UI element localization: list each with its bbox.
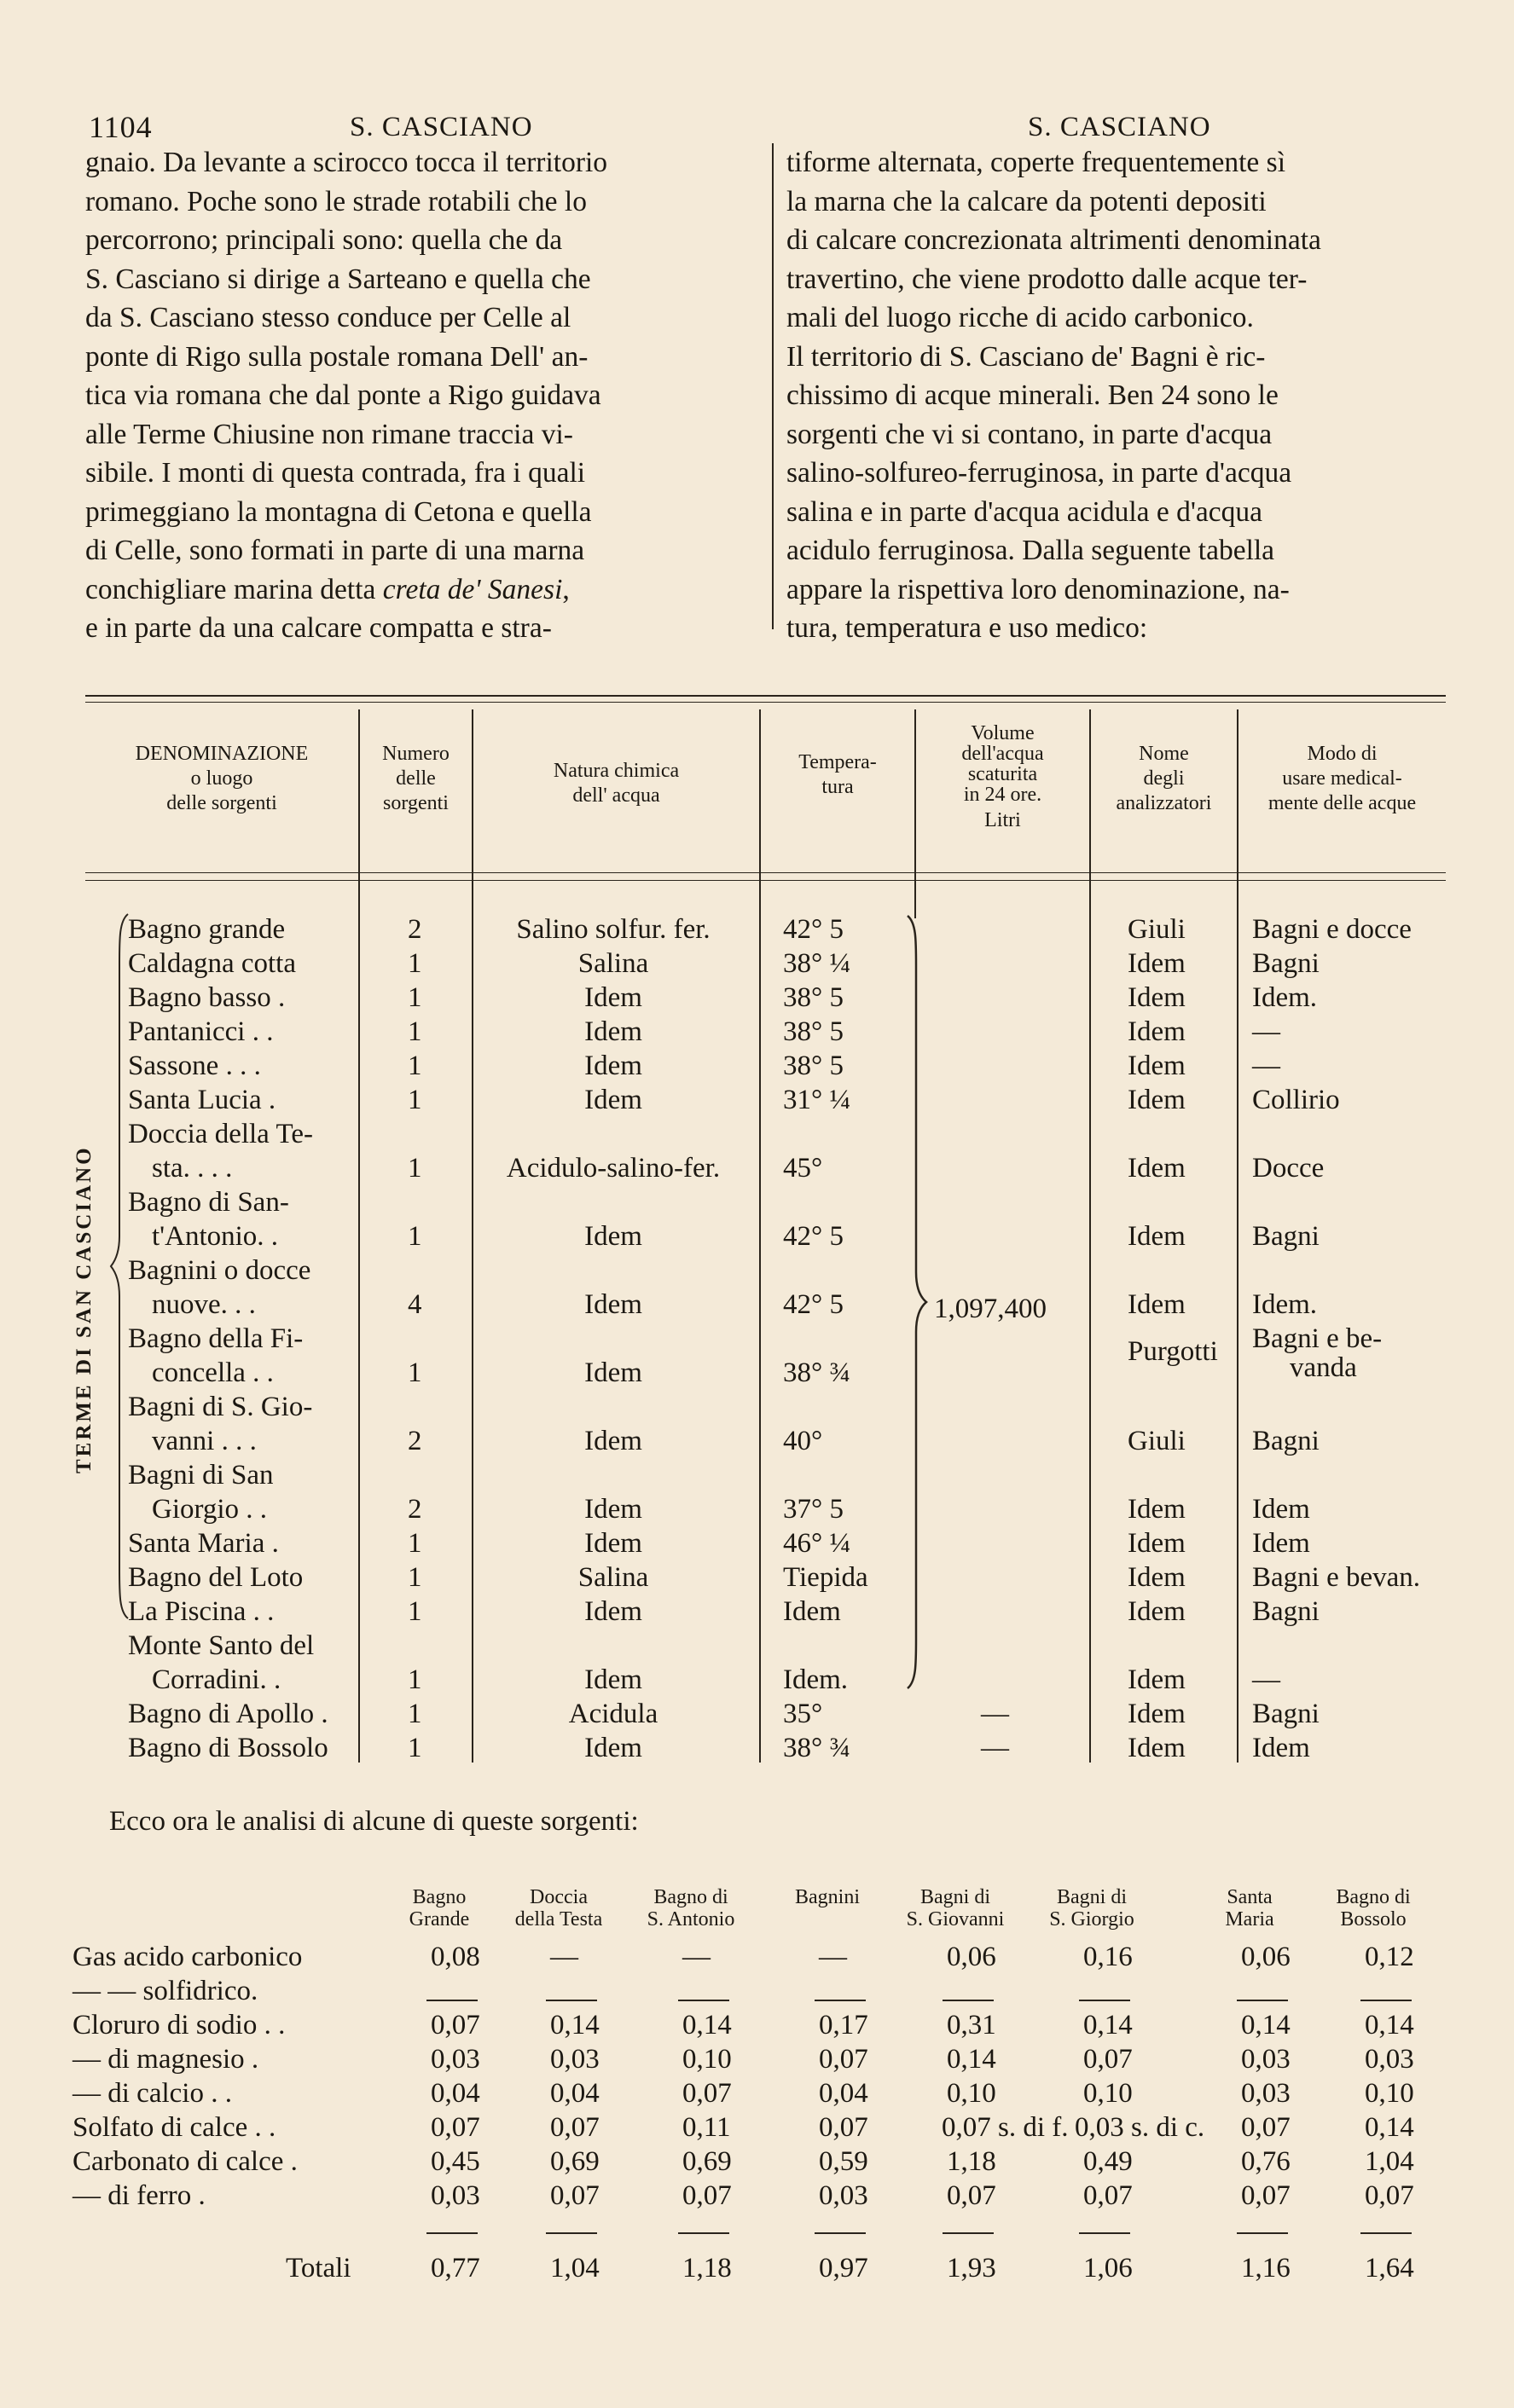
analysis-value: 0,10 [1083,2078,1133,2109]
spring-nature: Idem [584,1733,642,1763]
totals-rule [815,2232,866,2234]
spring-name: Bagno di Apollo . [128,1699,328,1729]
analysis-value: 0,03 s. di c. [1075,2112,1205,2143]
text-line: di Celle, sono formati in parte di una marna [85,535,585,566]
analysis-col-header [1181,1886,1318,1930]
total-value: 1,18 [682,2253,732,2284]
analysis-value: 0,14 [1083,2010,1133,2040]
analysis-value: 0,07 [819,2044,868,2075]
analysis-row-label: Gas acido carbonico [73,1942,303,1972]
analysis-col-header [759,1886,896,1908]
analysis-col-header [1305,1886,1441,1930]
header-nature: Natura chimica dell' acqua [553,760,680,807]
analysis-value: 0,07 [1241,2180,1291,2211]
analysis-value: 0,07 [550,2180,600,2211]
spring-use: Docce [1252,1153,1325,1184]
spring-name: Sassone . . . [128,1051,261,1081]
spring-name: Bagni di San [128,1460,274,1491]
spring-name: Corradini. . [152,1664,281,1695]
analysis-value: 0,06 [1241,1942,1291,1972]
total-value: 1,16 [1241,2253,1291,2284]
spring-analyst: Idem [1128,948,1186,979]
spring-count: 1 [408,1699,422,1729]
spring-count: 1 [408,1596,422,1627]
header-use: Modo di usare medical- mente delle acque [1267,743,1417,814]
analysis-col-header-line: Bagno [412,1886,467,1908]
text-line: Il territorio di S. Casciano de' Bagni è ric- [786,340,1266,373]
text-line: chissimo di acque minerali. Ben 24 sono le [786,379,1279,411]
spring-nature: Idem [584,1357,642,1388]
spring-temp: 38° ¾ [783,1733,851,1763]
spring-use: Idem. [1252,1289,1318,1320]
analysis-col-header-line: Santa [1227,1886,1273,1908]
spring-name: Bagno di San- [128,1187,289,1218]
analysis-value: 0,06 [947,1942,996,1972]
total-value: 1,04 [550,2253,600,2284]
text-line: percorrono; principali sono: quella che da [85,224,563,256]
spring-analyst: Idem [1128,1289,1186,1320]
text-line: la marna che la calcare da potenti depositi [786,185,1267,217]
analysis-col-header-line: Maria [1225,1908,1274,1930]
spring-name: Santa Lucia . [128,1085,276,1115]
total-value: 1,06 [1083,2253,1133,2284]
spring-analyst: Idem [1128,1562,1186,1593]
spring-count: 2 [408,1494,422,1525]
spring-temp: 38° ¾ [783,1357,851,1388]
spring-name: Bagno della Fi- [128,1323,304,1354]
spring-count: 2 [408,1426,422,1456]
analysis-dash [815,2000,866,2001]
left-text-column [85,143,759,648]
analysis-value: 0,10 [682,2044,732,2075]
analysis-row-label: Solfato di calce . . [73,2112,276,2143]
total-value: 0,77 [431,2253,480,2284]
spring-use: Bagni [1252,948,1320,979]
spring-volume: — [981,1733,1009,1763]
spring-count: 1 [408,1051,422,1081]
column-divider [772,143,774,629]
spring-nature: Idem [584,1528,642,1559]
spring-temp: 35° [783,1699,823,1729]
analysis-value: 0,03 [819,2180,868,2211]
analysis-value: — [682,1942,711,1972]
analysis-value: 0,07 [947,2180,996,2211]
spring-temp: 37° 5 [783,1494,844,1525]
analysis-value: 0,69 [682,2146,732,2177]
spring-analyst: Giuli [1128,1426,1186,1456]
spring-analyst: Idem [1128,1221,1186,1252]
spring-name: t'Antonio. . [152,1221,279,1252]
analysis-value: 0,76 [1241,2146,1291,2177]
totals-rule [678,2232,729,2234]
analysis-value: 0,07 [1083,2180,1133,2211]
analysis-value: 0,12 [1365,1942,1414,1972]
analysis-value: 0,07 [1365,2180,1414,2211]
spring-name: vanni . . . [152,1426,257,1456]
analysis-row-label: — di ferro . [73,2180,206,2211]
analysis-dash [1360,2000,1412,2001]
analysis-value: 0,14 [682,2010,732,2040]
analysis-col-header-line: S. Giorgio [1049,1908,1134,1930]
totals-label: Totali [286,2253,351,2284]
spring-use: Collirio [1252,1085,1340,1115]
spring-temp: 31° ¼ [783,1085,851,1115]
spring-count: 1 [408,1664,422,1695]
spring-use: Idem. [1252,982,1318,1013]
analysis-value: 0,14 [550,2010,600,2040]
text-line: sorgenti che vi si contano, in parte d'acqua [786,418,1273,450]
analysis-value: 0,14 [1365,2010,1414,2040]
spring-name: Monte Santo del [128,1630,315,1661]
spring-temp: Tiepida [783,1562,868,1593]
text-line: tiforme alternata, coperte frequentemente sì [786,147,1286,178]
spring-analyst: Idem [1128,1596,1186,1627]
total-value: 1,64 [1365,2253,1414,2284]
spring-analyst: Idem [1128,982,1186,1013]
spring-use: Bagni [1252,1426,1320,1456]
spring-nature: Idem [584,1596,642,1627]
total-value: 1,93 [947,2253,996,2284]
spring-count: 1 [408,1221,422,1252]
spring-count: 4 [408,1289,422,1320]
analysis-value: 0,03 [1241,2078,1291,2109]
analysis-value: 0,03 [550,2044,600,2075]
spring-name: Bagni di S. Gio- [128,1392,313,1422]
analysis-value: 0,03 [431,2180,480,2211]
spring-name: Santa Maria . [128,1528,279,1559]
right-text-column [786,143,1460,648]
spring-use: — [1252,1051,1280,1081]
spring-nature: Idem [584,1221,642,1252]
analysis-dash [1079,2000,1130,2001]
spring-count: 1 [408,1357,422,1388]
spring-name: Bagnini o docce [128,1255,311,1286]
analysis-value: 0,17 [819,2010,868,2040]
page-number: 1104 [89,110,153,144]
totals-rule [943,2232,994,2234]
spring-nature: Salina [577,948,649,979]
spring-nature: Salina [577,1562,649,1593]
spring-use: — [1252,1016,1280,1047]
analysis-col-header-line: Bagni di [920,1886,990,1908]
totals-rule [426,2232,478,2234]
spring-analyst: Idem [1128,1528,1186,1559]
spring-name: nuove. . . [152,1289,256,1320]
analysis-col-header-line: Doccia [530,1886,588,1908]
analysis-col-header-line: della Testa [514,1908,603,1930]
spring-analyst: Idem [1128,1494,1186,1525]
spring-nature: Idem [584,1051,642,1081]
spring-nature: Acidula [568,1699,658,1729]
text-line: salino-solfureo-ferruginosa, in parte d'acqua [786,457,1292,489]
spring-nature: Acidulo-salino-fer. [506,1153,721,1184]
group-label: TERME DI SAN CASCIANO [73,1145,96,1473]
running-head-right: S. CASCIANO [1028,112,1211,142]
spring-count: 2 [408,914,422,945]
analysis-value: 0,03 [1241,2044,1291,2075]
analysis-value: — [819,1942,847,1972]
spring-name: sta. . . . [152,1153,233,1184]
analysis-value: 0,07 [550,2112,600,2143]
analysis-col-header-line: Bossolo [1340,1908,1407,1930]
text-line: salina e in parte d'acqua acidula e d'acqua [786,495,1263,528]
analysis-value: 1,04 [1365,2146,1414,2177]
text-line: gnaio. Da levante a scirocco tocca il territorio [85,147,608,178]
analysis-value: 0,03 [1365,2044,1414,2075]
totals-rule [1237,2232,1288,2234]
spring-analyst: Idem [1128,1016,1186,1047]
analysis-dash [1237,2000,1288,2001]
header-temp: Tempera- tura [798,751,877,798]
spring-use: Bagni e docce [1252,914,1412,945]
header-count: Numero delle sorgenti [382,743,450,814]
spring-temp: 46° ¼ [783,1528,851,1559]
analysis-value: 0,69 [550,2146,600,2177]
analysis-value: 0,45 [431,2146,480,2177]
spring-nature: Idem [584,1426,642,1456]
analysis-col-header-line: Bagno di [1336,1886,1411,1908]
text-line: appare la rispettiva loro denominazione, na- [786,573,1290,605]
spring-temp: Idem [783,1596,841,1627]
spring-use: Bagni e be- [1252,1323,1383,1354]
analysis-intro: Ecco ora le analisi di alcune di queste sorgenti: [109,1806,639,1837]
spring-temp: 42° 5 [783,1289,844,1320]
spring-count: 1 [408,982,422,1013]
spring-nature: Idem [584,1494,642,1525]
analysis-dash [678,2000,729,2001]
analysis-value: 0,11 [682,2112,731,2143]
analysis-value: 0,08 [431,1942,480,1972]
spring-use: vanda [1290,1352,1357,1383]
spring-count: 1 [408,1016,422,1047]
spring-name: concella . . [152,1357,274,1388]
analysis-value: 0,59 [819,2146,868,2177]
total-value: 0,97 [819,2253,868,2284]
header-name: DENOMINAZIONE o luogo delle sorgenti [135,743,309,814]
spring-use: — [1252,1664,1280,1695]
text-line: sibile. I monti di questa contrada, fra i quali [85,457,586,489]
spring-use: Bagni [1252,1699,1320,1729]
analysis-value: — [550,1942,578,1972]
analysis-value: 0,07 s. di f. [942,2112,1069,2143]
analysis-value: 0,07 [682,2180,732,2211]
analysis-row-label: Carbonato di calce . [73,2146,298,2177]
spring-count: 1 [408,1153,422,1184]
header-volume: Volume dell'acqua scaturita in 24 ore. Litri [961,722,1044,831]
spring-name: Bagno basso . [128,982,286,1013]
spring-name: Caldagna cotta [128,948,297,979]
spring-nature: Idem [584,1289,642,1320]
analysis-value: 0,14 [1241,2010,1291,2040]
spring-analyst: Idem [1128,1051,1186,1081]
spring-name: Bagno grande [128,914,286,945]
analysis-value: 0,07 [682,2078,732,2109]
header-analysts: Nome degli analizzatori [1116,743,1212,814]
analysis-value: 1,18 [947,2146,996,2177]
analysis-col-header [490,1886,627,1930]
text-line: mali del luogo ricche di acido carbonico. [786,302,1254,333]
analysis-value: 0,04 [550,2078,600,2109]
analysis-row-label: Cloruro di sodio . . [73,2010,286,2040]
text-line: e in parte da una calcare compatta e stra- [85,612,552,644]
analysis-col-header-line: Bagno di [653,1886,728,1908]
analysis-row-label: — di calcio . . [73,2078,232,2109]
spring-temp: 40° [783,1426,823,1456]
analysis-value: 0,49 [1083,2146,1133,2177]
spring-analyst: Idem [1128,1153,1186,1184]
spring-nature: Idem [584,982,642,1013]
text-line: da S. Casciano stesso conduce per Celle al [85,302,571,333]
spring-name: Giorgio . . [152,1494,268,1525]
analysis-value: 0,14 [1365,2112,1414,2143]
spring-analyst: Idem [1128,1733,1186,1763]
spring-volume: — [981,1699,1009,1729]
shared-volume: 1,097,400 [934,1294,1047,1324]
spring-nature: Idem [584,1664,642,1695]
analysis-value: 0,07 [1241,2112,1291,2143]
analysis-col-header-line: Grande [409,1908,470,1930]
spring-temp: 45° [783,1153,823,1184]
text-line: S. Casciano si dirige a Sarteano e quella che [85,263,591,295]
analysis-value: 0,31 [947,2010,996,2040]
analysis-value: 0,14 [947,2044,996,2075]
analysis-row-label: — di magnesio . [73,2044,259,2075]
spring-use: Bagni [1252,1221,1320,1252]
analysis-col-header [1024,1886,1160,1930]
analysis-col-header-line: Bagni di [1057,1886,1127,1908]
text-line: conchigliare marina detta creta de' Sanesi, [85,573,570,605]
analysis-value: 0,07 [819,2112,868,2143]
analysis-value: 0,10 [1365,2078,1414,2109]
analysis-row-label: — — solfidrico. [73,1976,258,2006]
spring-analyst: Giuli [1128,914,1186,945]
text-line: acidulo ferruginosa. Dalla seguente tabella [786,535,1275,566]
text-line: ponte di Rigo sulla postale romana Dell' an- [85,340,589,373]
analysis-dash [546,2000,597,2001]
spring-count: 1 [408,1528,422,1559]
spring-use: Bagni e bevan. [1252,1562,1421,1593]
spring-count: 1 [408,1562,422,1593]
totals-rule [1079,2232,1130,2234]
spring-temp: 38° ¼ [783,948,851,979]
running-head-left: S. CASCIANO [350,112,533,142]
spring-analyst: Idem [1128,1664,1186,1695]
text-line: tica via romana che dal ponte a Rigo guidava [85,379,601,411]
spring-count: 1 [408,1733,422,1763]
spring-name: Pantanicci . . [128,1016,274,1047]
analysis-col-header-line: S. Antonio [647,1908,735,1930]
text-line: primeggiano la montagna di Cetona e quella [85,495,592,528]
spring-temp: 38° 5 [783,982,844,1013]
text-line: di calcare concrezionata altrimenti denominata [786,224,1321,256]
spring-temp: 42° 5 [783,914,844,945]
spring-name: La Piscina . . [128,1596,275,1627]
spring-name: Bagno del Loto [128,1562,304,1593]
analysis-value: 0,07 [431,2010,480,2040]
spring-analyst: Idem [1128,1085,1186,1115]
analysis-value: 0,10 [947,2078,996,2109]
spring-analyst: Purgotti [1128,1336,1218,1367]
analysis-value: 0,04 [431,2078,480,2109]
volume-brace [904,914,930,1690]
spring-temp: 38° 5 [783,1016,844,1047]
spring-nature: Idem [584,1085,642,1115]
analysis-value: 0,07 [1083,2044,1133,2075]
analysis-dash [943,2000,994,2001]
spring-temp: 38° 5 [783,1051,844,1081]
spring-use: Idem [1252,1494,1310,1525]
analysis-dash [426,2000,478,2001]
analysis-col-header-line: Bagnini [795,1886,860,1908]
spring-count: 1 [408,1085,422,1115]
spring-nature: Idem [584,1016,642,1047]
spring-count: 1 [408,948,422,979]
text-line: romano. Poche sono le strade rotabili che lo [85,185,587,217]
text-line: travertino, che viene prodotto dalle acque ter- [786,263,1308,295]
spring-name: Doccia della Te- [128,1119,313,1149]
totals-rule [1360,2232,1412,2234]
text-line: tura, temperatura e uso medico: [786,612,1148,644]
analysis-col-header-line: S. Giovanni [906,1908,1005,1930]
totals-rule [546,2232,597,2234]
spring-nature: Salino solfur. fer. [516,914,711,945]
spring-use: Idem [1252,1528,1310,1559]
spring-use: Bagni [1252,1596,1320,1627]
analysis-value: 0,03 [431,2044,480,2075]
spring-name: Bagno di Bossolo [128,1733,328,1763]
analysis-value: 0,07 [431,2112,480,2143]
analysis-col-header [623,1886,759,1930]
analysis-value: 0,04 [819,2078,868,2109]
spring-temp: 42° 5 [783,1221,844,1252]
analysis-col-header [887,1886,1024,1930]
spring-analyst: Idem [1128,1699,1186,1729]
spring-temp: Idem. [783,1664,849,1695]
analysis-value: 0,16 [1083,1942,1133,1972]
analysis-col-header [371,1886,508,1930]
spring-use: Idem [1252,1733,1310,1763]
text-line: alle Terme Chiusine non rimane traccia vi- [85,418,573,450]
